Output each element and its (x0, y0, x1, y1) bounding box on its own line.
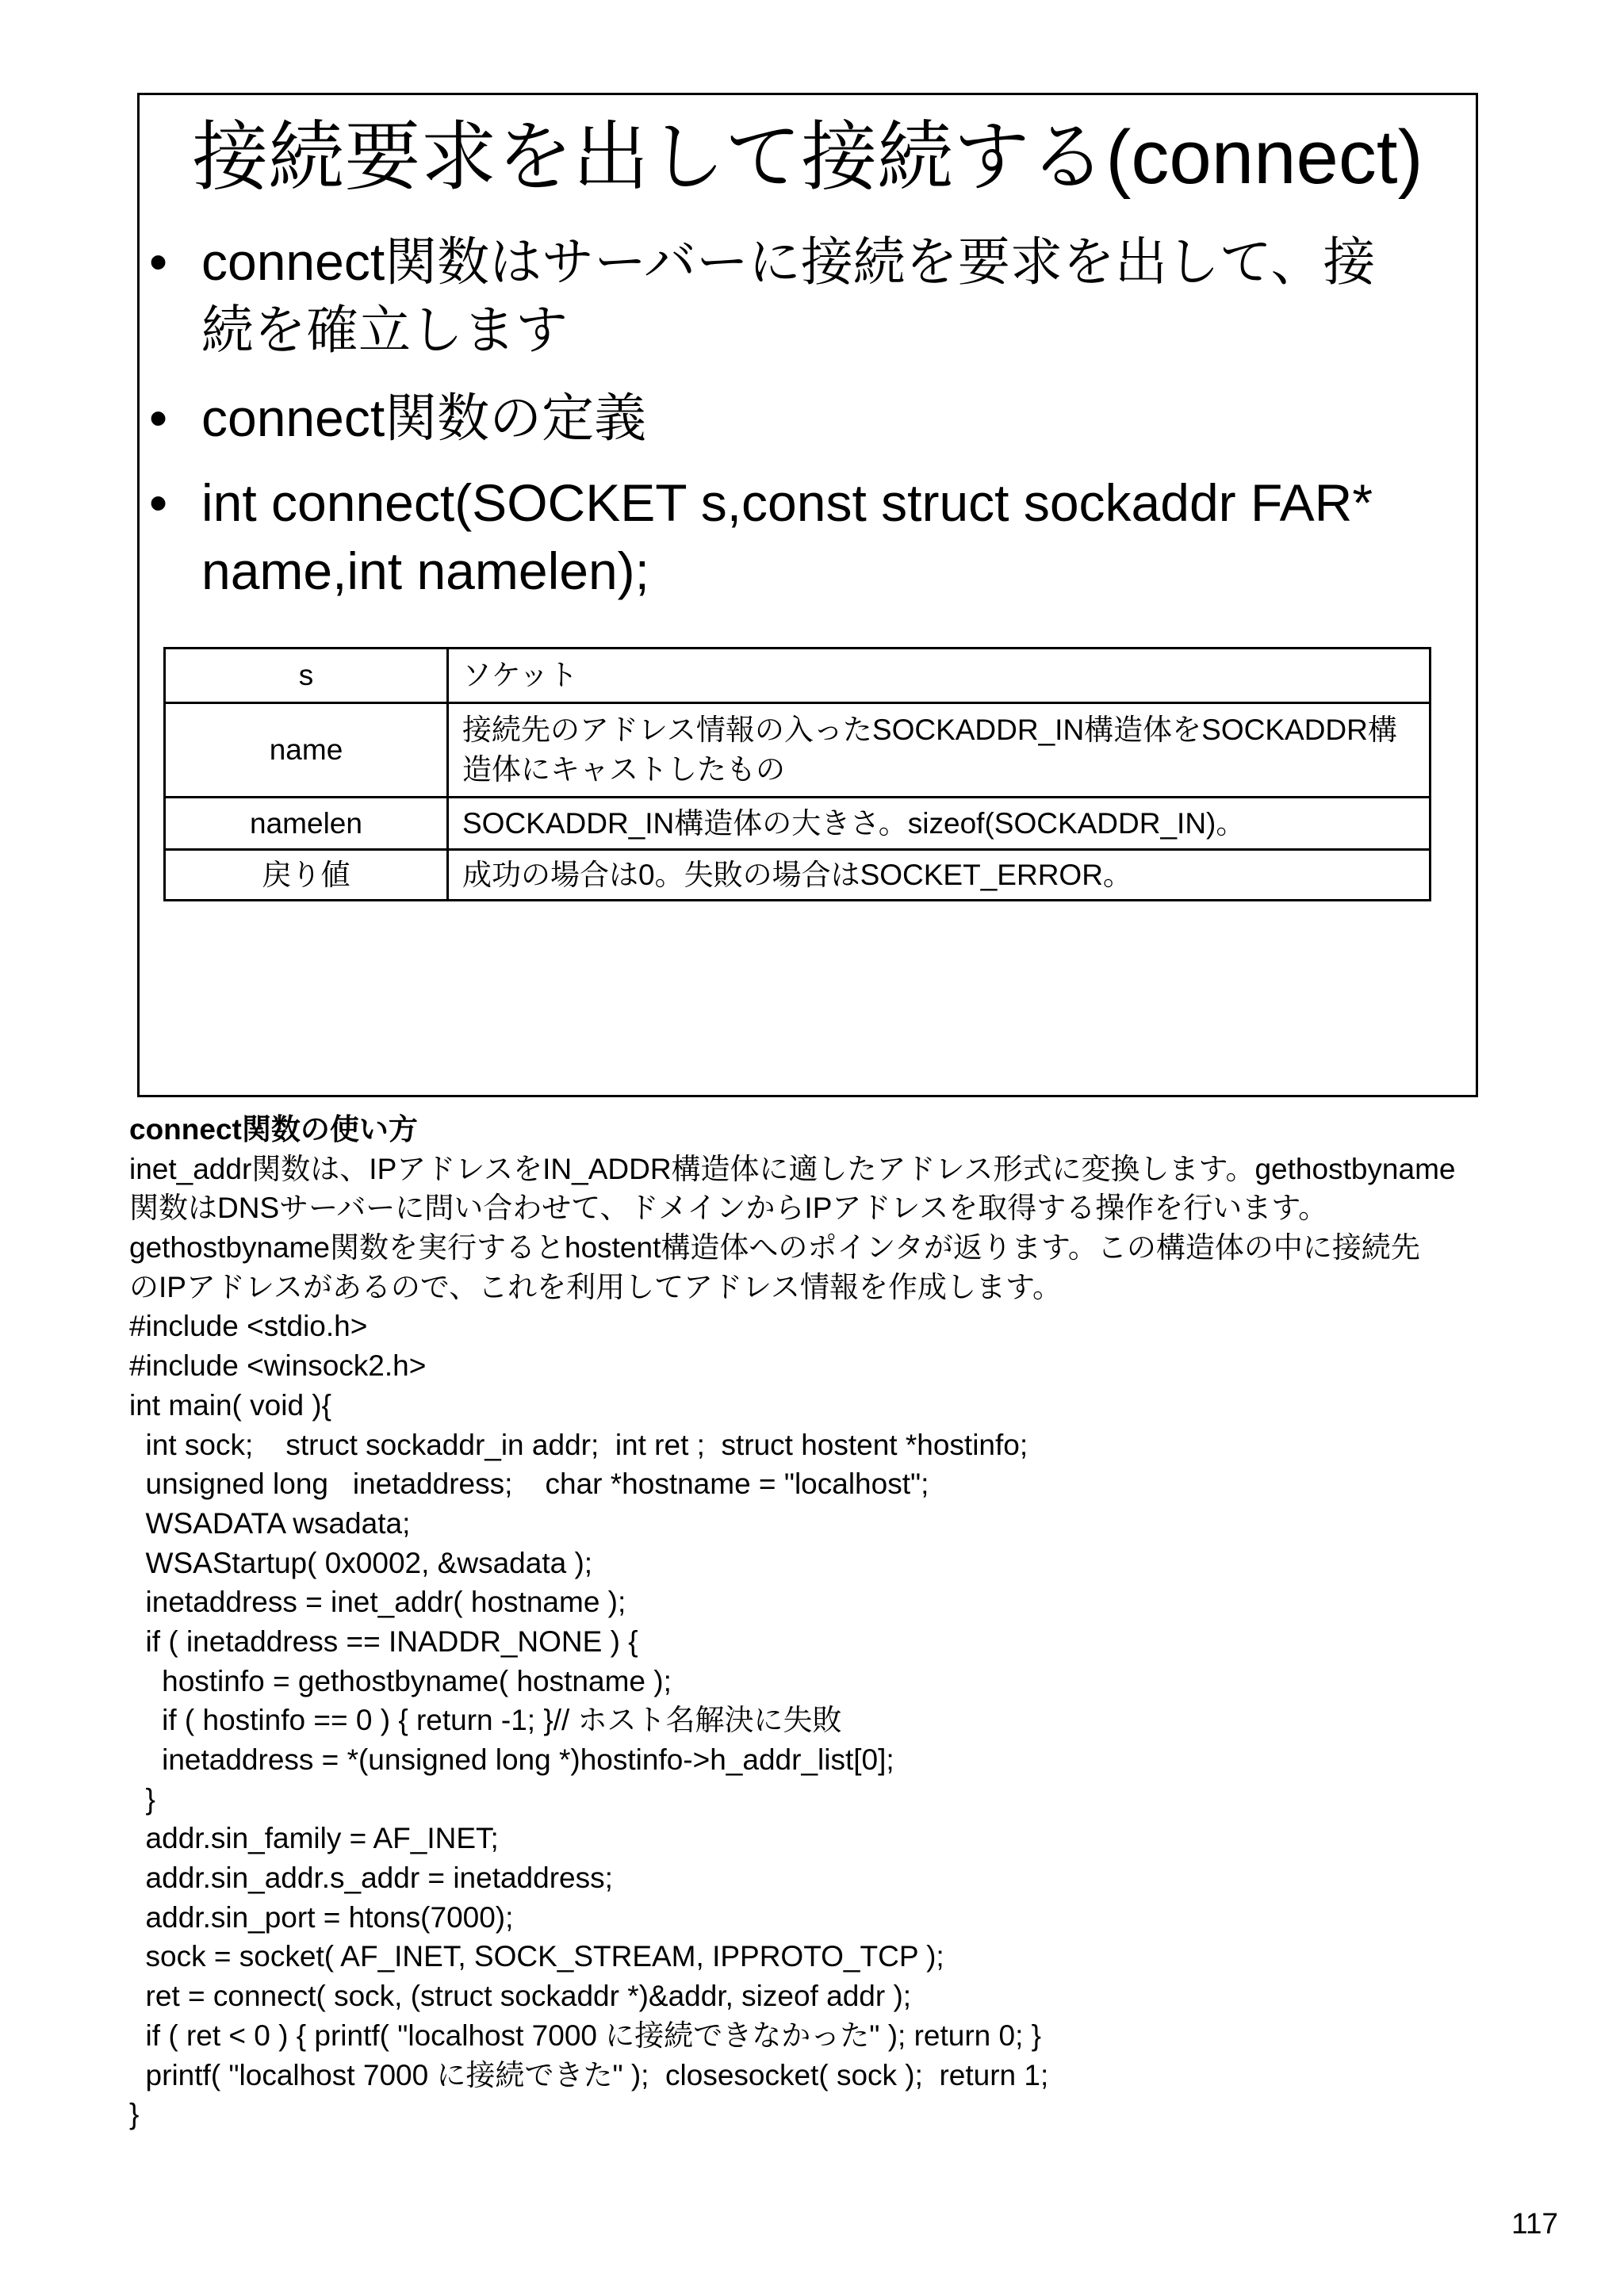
code-line: inetaddress = *(unsigned long *)hostinfo->h_addr_list[0]; (129, 1743, 894, 1776)
param-description-cell (449, 704, 1429, 796)
code-line: } (129, 2098, 140, 2131)
bullet-text-line: name,int namelen); (201, 541, 649, 600)
table-row (166, 702, 1429, 796)
param-name: name (269, 733, 343, 766)
bullet-text (201, 228, 1376, 364)
param-name: 戻り値 (262, 858, 350, 891)
code-line: int sock; struct sockaddr_in addr; int ret ; struct hostent *hostinfo; (129, 1428, 1028, 1461)
page-number: 117 (1511, 2207, 1558, 2240)
param-name: s (298, 659, 314, 691)
code-line: addr.sin_family = AF_INET; (129, 1822, 499, 1855)
code-line: WSAStartup( 0x0002, &wsadata ); (129, 1546, 593, 1579)
param-description-line: 造体にキャストしたもの (462, 753, 785, 786)
bullet-text (201, 384, 646, 452)
code-line: WSADATA wsadata; (129, 1506, 411, 1540)
table-row (166, 848, 1429, 899)
notes-section (129, 1110, 1455, 2134)
param-name-cell (166, 649, 449, 702)
code-line: inetaddress = inet_addr( hostname ); (129, 1586, 626, 1619)
param-description-line: SOCKADDR_IN構造体の大きさ。sizeof(SOCKADDR_IN)。 (462, 806, 1246, 840)
code-line: } (129, 1782, 155, 1816)
bullet-text-line: connect関数はサーバーに接続を要求を出して、接 (201, 232, 1376, 291)
notes-paragraph-line: gethostbyname関数を実行するとhostent構造体へのポインタが返ります。この構造体の中に接続先 (129, 1231, 1420, 1265)
code-line: if ( hostinfo == 0 ) { return -1; }// ホスト名解決に失敗 (129, 1704, 842, 1737)
param-description-cell (449, 798, 1429, 848)
bullet-text-line: connect関数の定義 (201, 388, 647, 447)
bullet-text (201, 469, 1373, 605)
code-line: #include <stdio.h> (129, 1310, 368, 1343)
notes-paragraph-line: 関数はDNSサーバーに問い合わせて、ドメインからIPアドレスを取得する操作を行います。 (129, 1192, 1328, 1225)
parameter-table (163, 647, 1431, 901)
code-block (129, 1307, 1455, 2133)
code-line: printf( "localhost 7000 に接続できた" ); closesocket( sock ); return 1; (129, 2058, 1049, 2091)
bullet-text-line: 続を確立します (201, 300, 568, 359)
bullet-marker: • (149, 473, 168, 532)
bullet-marker: • (149, 232, 168, 291)
param-description-line: ソケット (462, 659, 578, 691)
param-description-cell (449, 851, 1429, 899)
table-row (166, 649, 1429, 702)
param-name-cell (166, 798, 449, 848)
table-row (166, 796, 1429, 848)
code-line: unsigned long inetaddress; char *hostname = "localhost"; (129, 1468, 929, 1501)
notes-paragraph-line: inet_addr関数は、IPアドレスをIN_ADDR構造体に適したアドレス形式に変換します。gethostbyname (129, 1152, 1456, 1185)
code-line: #include <winsock2.h> (129, 1349, 427, 1383)
param-name: namelen (250, 806, 362, 840)
param-name-cell (166, 851, 449, 899)
code-line: addr.sin_addr.s_addr = inetaddress; (129, 1862, 613, 1895)
notes-heading: connect関数の使い方 (129, 1113, 418, 1146)
param-description-line: 成功の場合は0。失敗の場合はSOCKET_ERROR。 (462, 858, 1132, 891)
param-description-cell (449, 649, 1429, 702)
param-description-line: 接続先のアドレス情報の入ったSOCKADDR_IN構造体をSOCKADDR構 (462, 714, 1397, 746)
slide-title: 接続要求を出して接続する(connect) (192, 115, 1423, 200)
code-line: if ( inetaddress == INADDR_NONE ) { (129, 1624, 638, 1658)
code-line: sock = socket( AF_INET, SOCK_STREAM, IPPROTO_TCP ); (129, 1940, 944, 1973)
bullet-text-line: int connect(SOCKET s,const struct sockaddr FAR* (201, 473, 1373, 532)
code-line: ret = connect( sock, (struct sockaddr *)&addr, sizeof addr ); (129, 1980, 912, 2013)
code-line: hostinfo = gethostbyname( hostname ); (129, 1664, 672, 1697)
code-line: int main( void ){ (129, 1388, 331, 1422)
code-line: if ( ret < 0 ) { printf( "localhost 7000 に接続できなかった" ); return 0; } (129, 2019, 1041, 2052)
param-name-cell (166, 704, 449, 796)
notes-paragraph-line: のIPアドレスがあるので、これを利用してアドレス情報を作成します。 (129, 1270, 1063, 1303)
code-line: addr.sin_port = htons(7000); (129, 1900, 514, 1934)
bullet-marker: • (149, 388, 168, 447)
